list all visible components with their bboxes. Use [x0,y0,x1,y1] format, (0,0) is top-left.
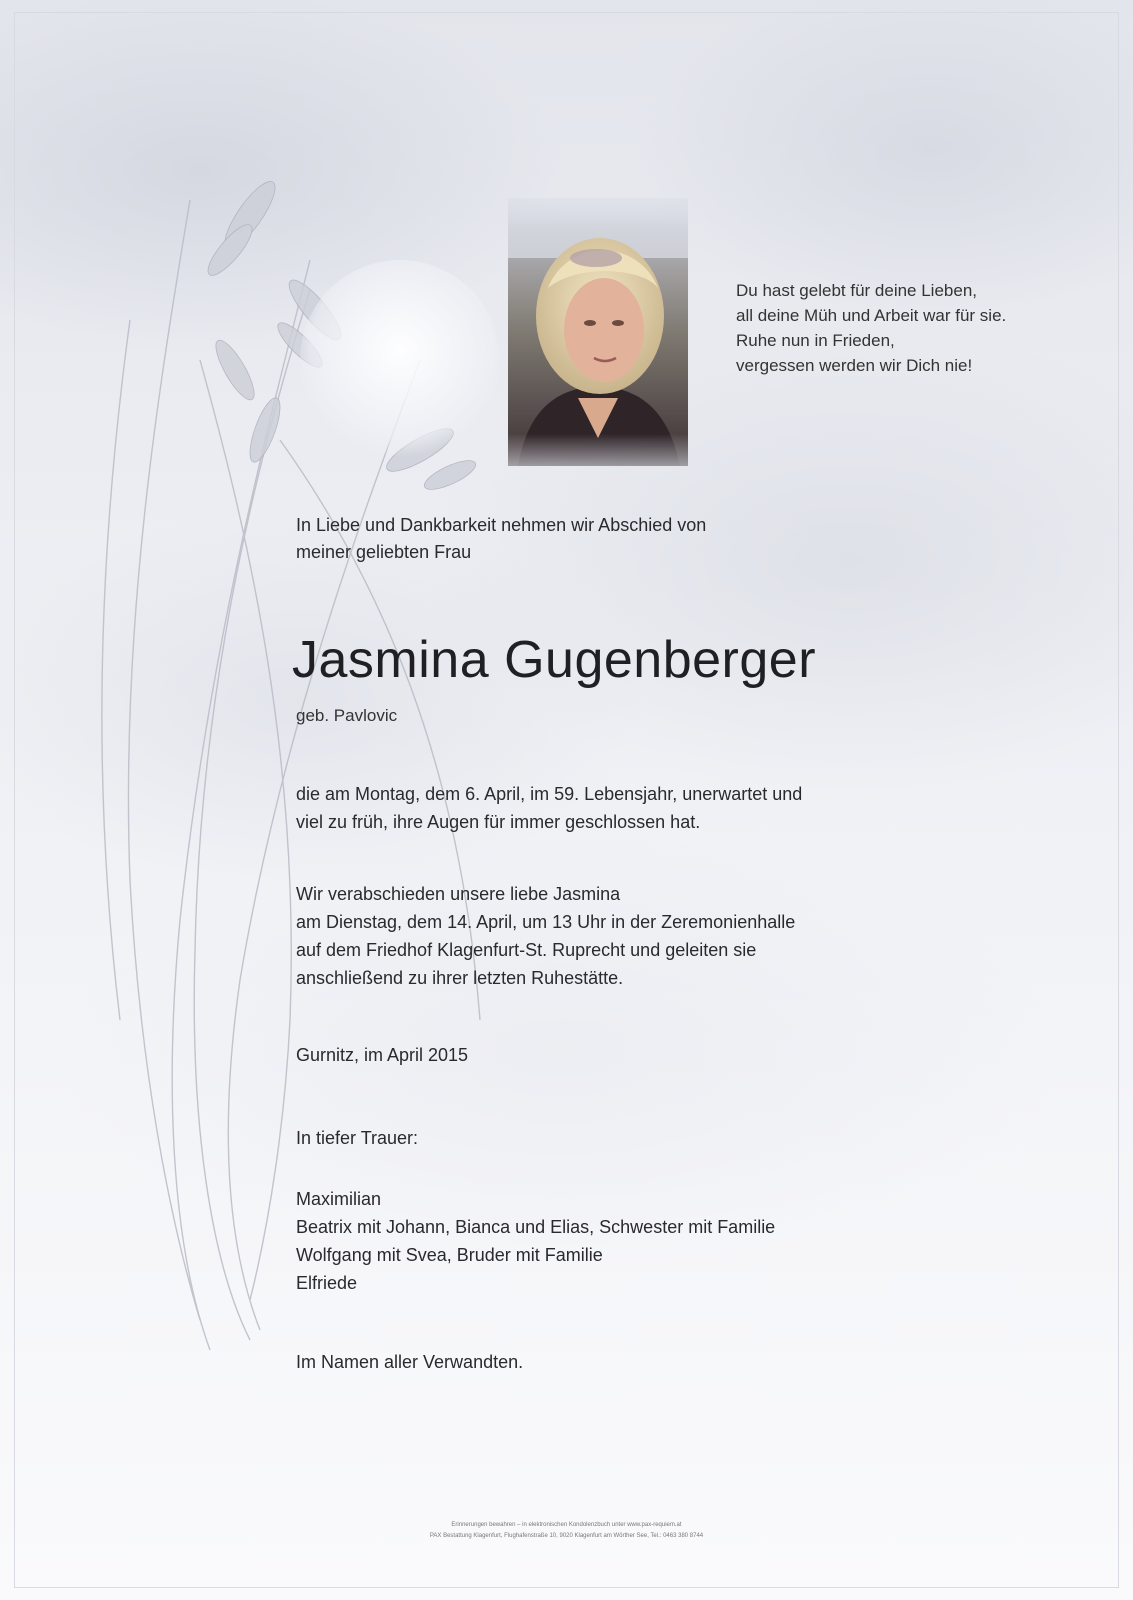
moon-glow [300,260,500,460]
intro-line: meiner geliebten Frau [296,542,472,562]
family-member: Maximilian [296,1189,382,1209]
funeral-line: auf dem Friedhof Klagenfurt-St. Ruprecht und geleiten sie [296,940,757,960]
poem-line: all deine Müh und Arbeit war für sie. [736,306,1007,325]
footer-line-2: PAX Bestattung Klagenfurt, Flughafenstraße 10, 9020 Klagenfurt am Wörther See, Tel.: 0463 380 8744 [429,1533,704,1539]
death-announcement [296,780,802,836]
footer-line-1: Erinnerungen bewahren – in elektronischen Kondolenzbuch unter www.pax-requiem.at [451,1522,682,1528]
intro-text [296,512,706,566]
family-member: Elfriede [296,1273,358,1293]
memorial-poem [736,278,1006,378]
poem-line: Ruhe nun in Frieden, [736,331,895,350]
intro-line: In Liebe und Dankbarkeit nehmen wir Abschied von [296,515,707,535]
funeral-line: am Dienstag, dem 14. April, um 13 Uhr in der Zeremonienhalle [296,912,796,932]
closing-line: Im Namen aller Verwandten. [296,1352,524,1372]
family-member: Wolfgang mit Svea, Bruder mit Familie [296,1245,603,1265]
funeral-line: anschließend zu ihrer letzten Ruhestätte. [296,968,624,988]
portrait-photo [508,198,688,466]
funeral-details [296,880,795,992]
deceased-name: Jasmina Gugenberger [292,631,817,689]
mourning-label: In tiefer Trauer: [296,1128,419,1148]
place-date: Gurnitz, im April 2015 [296,1045,469,1065]
announcement-line: die am Montag, dem 6. April, im 59. Lebensjahr, unerwartet und [296,784,803,804]
announcement-line: viel zu früh, ihre Augen für immer geschlossen hat. [296,812,701,832]
footer [0,1520,1133,1542]
maiden-name: geb. Pavlovic [296,706,398,725]
funeral-line: Wir verabschieden unsere liebe Jasmina [296,884,621,904]
poem-line: vergessen werden wir Dich nie! [736,356,973,375]
poem-line: Du hast gelebt für deine Lieben, [736,281,978,300]
family-member: Beatrix mit Johann, Bianca und Elias, Schwester mit Familie [296,1217,776,1237]
family-list [296,1185,775,1297]
